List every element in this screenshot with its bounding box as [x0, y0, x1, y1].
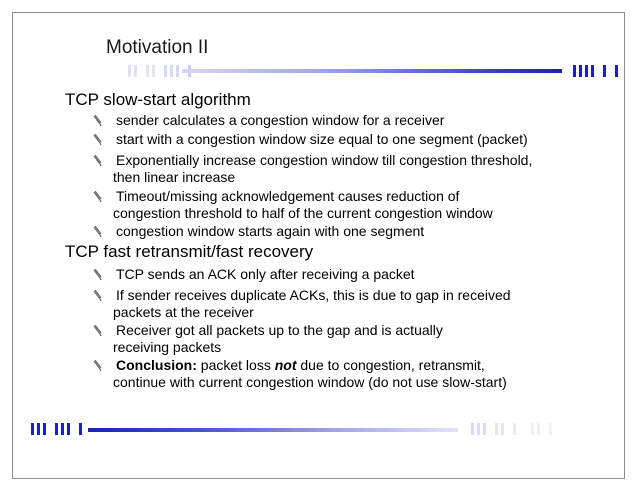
bullet-line: then linear increase	[113, 169, 236, 185]
conclusion-text-a: packet loss	[196, 357, 275, 373]
pen-bullet-icon	[93, 269, 102, 280]
gradient-rule	[182, 69, 562, 73]
bullet-line: sender calculates a congestion window for a receiver	[116, 112, 445, 128]
bullet-line: Receiver got all packets up to the gap and is actually	[116, 322, 443, 338]
bullet-line: congestion threshold to half of the current congestion window	[113, 205, 493, 221]
conclusion-emphasis: not	[274, 357, 297, 373]
dark-bars-right	[573, 65, 618, 77]
conclusion-text-b: due to congestion, retransmit,	[296, 357, 485, 373]
pen-bullet-icon	[93, 134, 102, 145]
top-decorative-band	[128, 65, 609, 77]
pen-bullet-icon	[93, 191, 102, 202]
pen-bullet-icon	[93, 155, 102, 166]
conclusion-label: Conclusion:	[116, 357, 197, 373]
slide-title: Motivation II	[106, 37, 209, 58]
dark-bars-left	[31, 423, 82, 435]
section-heading-fast-retransmit: TCP fast retransmit/fast recovery	[65, 242, 314, 261]
bullet-line: Exponentially increase congestion window till congestion threshold,	[116, 152, 533, 168]
bullet-line: continue with current congestion window (do not use slow-start)	[113, 374, 507, 390]
bullet-line: start with a congestion window size equal to one segment (packet)	[116, 131, 528, 147]
pen-bullet-icon	[93, 325, 102, 336]
bullet-line: congestion window starts again with one segment	[116, 223, 425, 239]
bullet-line: If sender receives duplicate ACKs, this is due to gap in received	[116, 287, 511, 303]
pen-bullet-icon	[93, 290, 102, 301]
bullet-line: TCP sends an ACK only after receiving a packet	[116, 266, 415, 282]
light-bars-right	[471, 423, 552, 435]
bottom-decorative-band	[31, 423, 551, 437]
bullet-line: receiving packets	[113, 339, 222, 355]
pen-bullet-icon	[93, 360, 102, 371]
bullet-line: packets at the receiver	[113, 304, 254, 320]
section-heading-slow-start: TCP slow-start algorithm	[65, 90, 251, 109]
bullet-line: Timeout/missing acknowledgement causes reduction of	[116, 188, 460, 204]
conclusion-line	[116, 357, 613, 374]
pen-bullet-icon	[93, 115, 102, 126]
slide	[12, 12, 625, 479]
gradient-rule	[88, 428, 458, 432]
pen-bullet-icon	[93, 226, 102, 237]
